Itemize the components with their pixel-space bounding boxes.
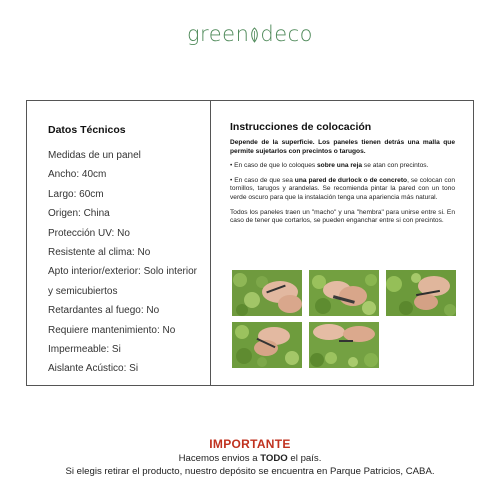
install-title: Instrucciones de colocación [230, 121, 372, 133]
pickup-notice: Si elegis retirar el producto, nuestro depósito se encuentra en Parque Patricios, CABA. [65, 466, 435, 477]
spec-item: Impermeable: Si [48, 344, 121, 356]
spec-item: Apto interior/exterior: Solo interior [48, 266, 197, 278]
install-wall-note [230, 177, 455, 203]
spec-item: Retardantes al fuego: No [48, 305, 160, 317]
tech-specs-column [48, 124, 208, 379]
spec-item: Medidas de un panel [48, 150, 141, 161]
install-photo [232, 322, 302, 368]
install-wall-pre: • En caso de que sea [230, 176, 295, 184]
install-joining-note: Todos los paneles traen un "macho" y una "hembra" para unirse entre si. En caso de tener que cortarlos, se pueden enganchar entre si con precintos. [230, 208, 455, 225]
spec-item: Aislante Acústico: Si [48, 363, 139, 375]
shipping-notice [0, 453, 500, 464]
install-wall-bold: una pared de durlock o de concreto [294, 176, 408, 184]
shipping-pre: Hacemos envios a [178, 453, 261, 464]
spec-item: Origen: China [48, 208, 110, 220]
install-grid-bold: sobre una reja [317, 162, 363, 170]
spec-item: Ancho: 40cm [48, 169, 107, 181]
install-intro-text: Depende de la superficie. Los paneles tienen detrás una malla que permite sujetarlos con precintos o tarugos. [230, 139, 455, 155]
install-photo [386, 270, 456, 316]
install-instructions-column [230, 121, 455, 232]
install-wall-post: , se colocan con tornillos, tarugos y arandelas. Se recomienda pintar la pared con un tono verde oscuro para que la instalación tenga una apariencia más natural. [230, 176, 455, 201]
installation-photos [232, 270, 457, 372]
brand-word-green: green [186, 22, 250, 46]
spec-item: Protección UV: No [48, 227, 130, 239]
brand-logo [0, 22, 500, 46]
brand-word-deco: deco [260, 22, 314, 46]
install-photo [309, 270, 379, 316]
shipping-bold: TODO [260, 453, 288, 464]
install-grid-pre: • En caso de que lo coloques [230, 162, 317, 170]
install-photo [232, 270, 302, 316]
install-intro [230, 139, 455, 156]
column-divider [210, 100, 211, 386]
install-grid-note [230, 162, 455, 171]
spec-item: Resistente al clima: No [48, 247, 151, 259]
spec-item: Largo: 60cm [48, 188, 104, 200]
leaf-icon [250, 27, 259, 43]
tech-specs-title: Datos Técnicos [48, 124, 126, 136]
shipping-post: el país. [287, 453, 322, 464]
spec-item: Requiere mantenimiento: No [48, 324, 176, 336]
install-photo [309, 322, 379, 368]
install-grid-post: se atan con precintos. [362, 162, 429, 170]
spec-item: y semicubiertos [48, 285, 118, 297]
important-heading: IMPORTANTE [209, 437, 291, 451]
